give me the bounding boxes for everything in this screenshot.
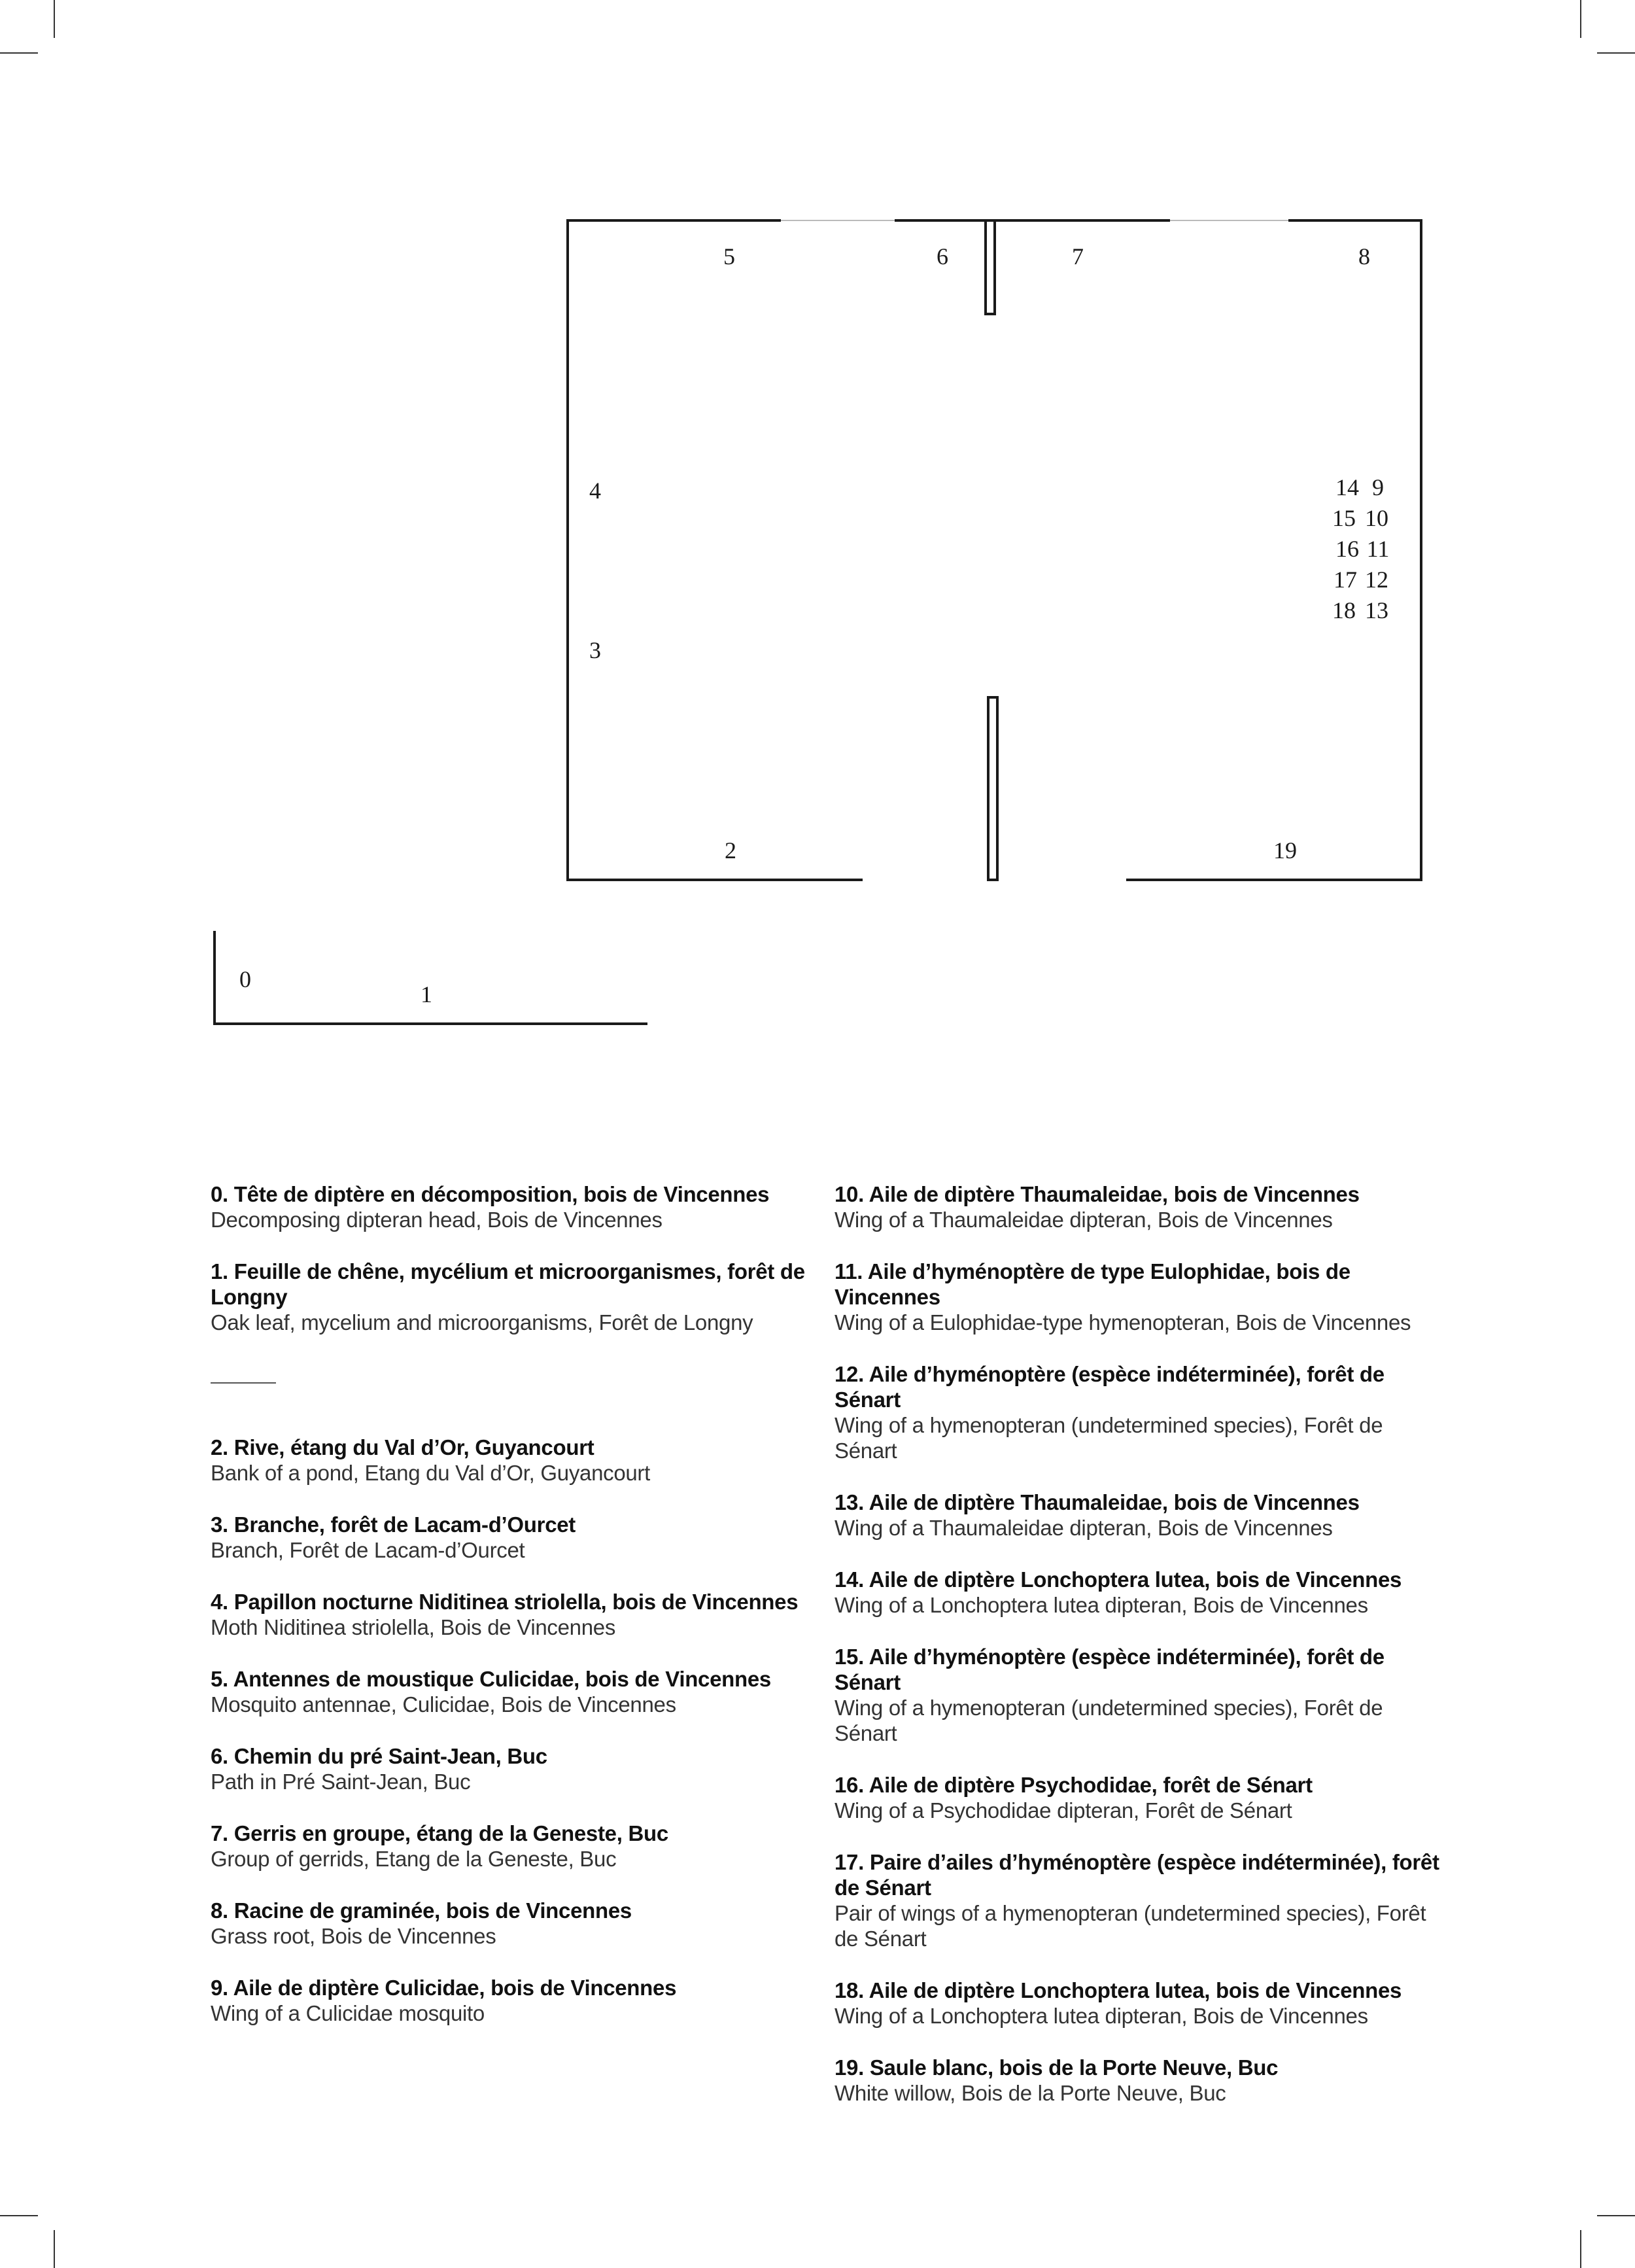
crop-mark	[1580, 2230, 1581, 2268]
caption-entry	[835, 1259, 1449, 1335]
caption-entry	[835, 1490, 1449, 1541]
caption-title-fr: 7. Gerris en groupe, étang de la Geneste, Buc	[211, 1821, 668, 1845]
caption-text-en: Oak leaf, mycelium and microorganisms, Forêt de Longny	[211, 1310, 753, 1335]
caption-divider	[211, 1382, 276, 1384]
caption-entry	[211, 1259, 825, 1335]
plan-label-12: 12	[1365, 567, 1388, 593]
caption-text-en: Branch, Forêt de Lacam-d’Ourcet	[211, 1538, 525, 1562]
caption-text-en: White willow, Bois de la Porte Neuve, Buc	[835, 2081, 1226, 2105]
crop-mark	[54, 2230, 55, 2268]
caption-text-en: Wing of a Eulophidae-type hymenopteran, Bois de Vincennes	[835, 1310, 1411, 1335]
caption-text-en: Wing of a Thaumaleidae dipteran, Bois de Vincennes	[835, 1516, 1333, 1540]
caption-entry	[835, 1644, 1449, 1746]
caption-text-en: Pair of wings of a hymenopteran (undetermined species), Forêt de Sénart	[835, 1901, 1426, 1951]
plan-label-9: 9	[1372, 474, 1384, 500]
caption-entry	[211, 1512, 825, 1563]
captions-left-column	[211, 1181, 825, 2052]
caption-text-en: Moth Niditinea striolella, Bois de Vincennes	[211, 1615, 616, 1639]
caption-entry	[211, 1666, 825, 1717]
caption-text-en: Wing of a hymenopteran (undetermined species), Forêt de Sénart	[835, 1696, 1383, 1745]
crop-mark	[1597, 2215, 1635, 2216]
plan-label-2: 2	[725, 837, 736, 864]
caption-title-fr: 12. Aile d’hyménoptère (espèce indéterminée), forêt de Sénart	[835, 1362, 1385, 1412]
caption-entry	[211, 1181, 825, 1232]
caption-entry	[835, 1849, 1449, 1951]
caption-title-fr: 18. Aile de diptère Lonchoptera lutea, bois de Vincennes	[835, 1978, 1402, 2002]
caption-title-fr: 15. Aile d’hyménoptère (espèce indéterminée), forêt de Sénart	[835, 1645, 1385, 1694]
caption-title-fr: 2. Rive, étang du Val d’Or, Guyancourt	[211, 1435, 594, 1459]
plan-label-3: 3	[589, 637, 601, 663]
floor-plan	[0, 0, 1635, 1047]
plan-label-16: 16	[1335, 536, 1359, 562]
caption-entry	[211, 1975, 825, 2026]
caption-title-fr: 13. Aile de diptère Thaumaleidae, bois de Vincennes	[835, 1490, 1360, 1514]
plan-label-8: 8	[1358, 243, 1370, 270]
caption-entry	[835, 1978, 1449, 2029]
caption-title-fr: 0. Tête de diptère en décomposition, bois de Vincennes	[211, 1182, 770, 1206]
plan-label-1: 1	[421, 981, 432, 1007]
caption-text-en: Group of gerrids, Etang de la Geneste, Buc	[211, 1847, 617, 1871]
caption-entry	[211, 1821, 825, 1872]
caption-title-fr: 14. Aile de diptère Lonchoptera lutea, bois de Vincennes	[835, 1567, 1402, 1592]
plan-label-10: 10	[1365, 505, 1388, 531]
caption-title-fr: 4. Papillon nocturne Niditinea striolella, bois de Vincennes	[211, 1590, 799, 1614]
plan-label-19: 19	[1273, 837, 1297, 864]
caption-title-fr: 11. Aile d’hyménoptère de type Eulophidae, bois de Vincennes	[835, 1259, 1351, 1309]
caption-text-en: Path in Pré Saint-Jean, Buc	[211, 1770, 471, 1794]
plan-label-0: 0	[239, 966, 251, 992]
caption-title-fr: 10. Aile de diptère Thaumaleidae, bois de Vincennes	[835, 1182, 1360, 1206]
crop-mark	[0, 2215, 38, 2216]
caption-title-fr: 1. Feuille de chêne, mycélium et microorganismes, forêt de Longny	[211, 1259, 805, 1309]
caption-entry	[211, 1898, 825, 1949]
caption-entry	[211, 1435, 825, 1486]
caption-text-en: Bank of a pond, Etang du Val d’Or, Guyancourt	[211, 1461, 650, 1485]
caption-text-en: Wing of a Lonchoptera lutea dipteran, Bois de Vincennes	[835, 2004, 1368, 2028]
captions-right-column	[835, 1181, 1449, 2132]
caption-entry	[211, 1743, 825, 1794]
caption-title-fr: 17. Paire d’ailes d’hyménoptère (espèce indéterminée), forêt de Sénart	[835, 1850, 1439, 1900]
caption-text-en: Decomposing dipteran head, Bois de Vincennes	[211, 1208, 663, 1232]
plan-label-5: 5	[723, 243, 735, 270]
caption-title-fr: 5. Antennes de moustique Culicidae, bois de Vincennes	[211, 1667, 771, 1691]
plan-label-15: 15	[1332, 505, 1356, 531]
caption-text-en: Wing of a Culicidae mosquito	[211, 2001, 485, 2025]
caption-title-fr: 9. Aile de diptère Culicidae, bois de Vincennes	[211, 1976, 677, 2000]
plan-label-7: 7	[1072, 243, 1084, 270]
plan-label-13: 13	[1365, 597, 1388, 623]
plan-label-18: 18	[1332, 597, 1356, 623]
plan-label-14: 14	[1335, 474, 1359, 500]
plan-partition	[988, 697, 997, 880]
plan-label-17: 17	[1334, 567, 1357, 593]
caption-entry	[835, 1772, 1449, 1823]
caption-title-fr: 6. Chemin du pré Saint-Jean, Buc	[211, 1744, 547, 1768]
plan-label-11: 11	[1366, 536, 1390, 562]
caption-title-fr: 16. Aile de diptère Psychodidae, forêt de Sénart	[835, 1773, 1313, 1797]
caption-entry	[835, 1361, 1449, 1463]
plan-label-6: 6	[937, 243, 948, 270]
caption-text-en: Mosquito antennae, Culicidae, Bois de Vincennes	[211, 1692, 676, 1717]
caption-entry	[835, 1567, 1449, 1618]
caption-title-fr: 8. Racine de graminée, bois de Vincennes	[211, 1898, 632, 1923]
caption-text-en: Wing of a Psychodidae dipteran, Forêt de Sénart	[835, 1798, 1292, 1823]
caption-title-fr: 3. Branche, forêt de Lacam-d’Ourcet	[211, 1512, 576, 1537]
caption-text-en: Grass root, Bois de Vincennes	[211, 1924, 496, 1948]
caption-entry	[835, 2055, 1449, 2106]
caption-entry	[211, 1589, 825, 1640]
plan-partition	[986, 220, 995, 314]
caption-text-en: Wing of a Lonchoptera lutea dipteran, Bois de Vincennes	[835, 1593, 1368, 1617]
caption-text-en: Wing of a hymenopteran (undetermined species), Forêt de Sénart	[835, 1413, 1383, 1463]
caption-title-fr: 19. Saule blanc, bois de la Porte Neuve, Buc	[835, 2055, 1279, 2080]
caption-entry	[835, 1181, 1449, 1232]
plan-label-4: 4	[589, 478, 601, 504]
caption-text-en: Wing of a Thaumaleidae dipteran, Bois de Vincennes	[835, 1208, 1333, 1232]
